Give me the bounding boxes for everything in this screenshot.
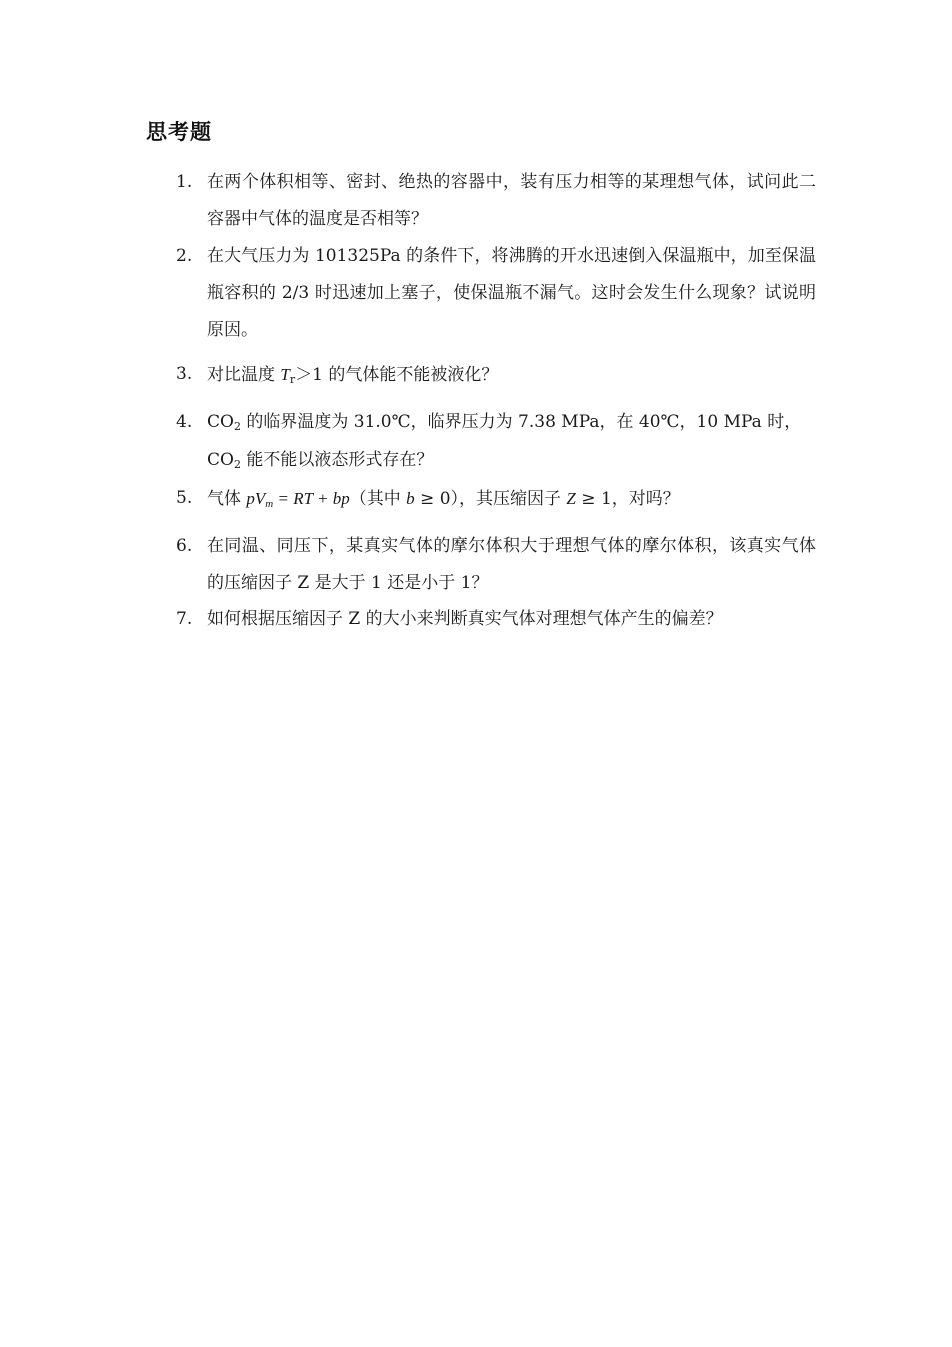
question-number: 7. bbox=[176, 609, 193, 629]
question-number: 6. bbox=[176, 536, 193, 556]
question-text: 在两个体积相等、密封、绝热的容器中，装有压力相等的某理想气体，试问此二容器中气体的温度是否相等？ bbox=[207, 172, 816, 229]
compressibility-variable: Z bbox=[566, 489, 576, 508]
question-text-part: ＞1 的气体能不能被液化？ bbox=[295, 365, 499, 385]
question-text-part: ≥ 0），其压缩因子 bbox=[414, 489, 567, 509]
equation-rest: = RT + bp bbox=[273, 489, 350, 508]
page-title: 思考题 bbox=[146, 120, 212, 144]
question-text: 如何根据压缩因子 Z 的大小来判断真实气体对理想气体产生的偏差？ bbox=[207, 609, 723, 629]
question-text bbox=[207, 404, 816, 480]
question-number: 1. bbox=[176, 172, 193, 192]
question-item bbox=[176, 480, 816, 520]
equation-subscript: m bbox=[265, 498, 274, 510]
question-number: 4. bbox=[176, 412, 193, 432]
question-text-part: ≥ 1，对吗？ bbox=[575, 489, 680, 509]
reduced-temperature-subscript: r bbox=[289, 373, 296, 386]
question-text-part: 气体 bbox=[207, 489, 247, 509]
question-text: 在大气压力为 101325Pa 的条件下，将沸腾的开水迅速倒入保温瓶中，加至保温瓶容积的 2/3 时迅速加上塞子，使保温瓶不漏气。这时会发生什么现象？试说明原因。 bbox=[207, 246, 816, 340]
question-line bbox=[207, 442, 816, 480]
reduced-temperature-symbol: T bbox=[280, 365, 290, 384]
question-text-part: （其中 bbox=[349, 489, 407, 509]
question-text bbox=[207, 480, 816, 520]
question-item bbox=[176, 601, 816, 638]
question-text-part: 的临界温度为 31.0℃，临界压力为 7.38 MPa，在 40℃，10 MPa 时， bbox=[240, 412, 802, 432]
condition-variable: b bbox=[406, 489, 415, 508]
question-text bbox=[207, 356, 816, 395]
question-text-part: 对比温度 bbox=[207, 365, 281, 385]
question-text-part: 能不能以液态形式存在？ bbox=[240, 450, 434, 470]
question-item bbox=[176, 164, 816, 238]
formula-subscript: 2 bbox=[233, 420, 241, 433]
question-item bbox=[176, 404, 816, 480]
question-number: 3. bbox=[176, 364, 193, 384]
question-text: 在同温、同压下，某真实气体的摩尔体积大于理想气体的摩尔体积，该真实气体的压缩因子 Z 是大于 1 还是小于 1？ bbox=[207, 536, 816, 593]
question-item bbox=[176, 528, 816, 602]
question-line bbox=[207, 404, 816, 442]
question-number: 2. bbox=[176, 246, 193, 266]
question-number: 5. bbox=[176, 488, 193, 508]
formula-co2: CO bbox=[207, 412, 234, 432]
question-item bbox=[176, 356, 816, 395]
formula-co2: CO bbox=[207, 450, 234, 470]
formula-subscript: 2 bbox=[233, 458, 241, 471]
question-item bbox=[176, 238, 816, 349]
equation-pv: pV bbox=[246, 489, 266, 508]
